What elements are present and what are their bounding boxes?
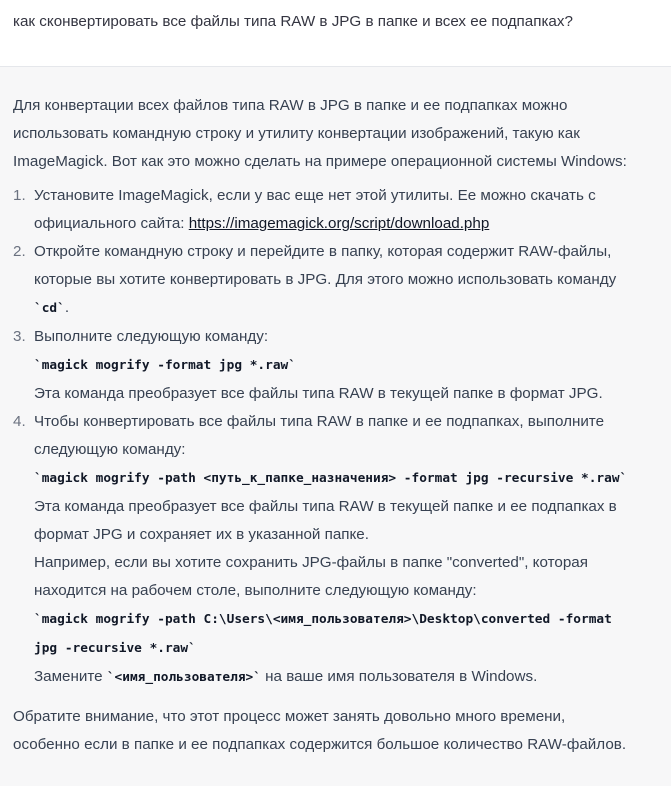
inline-code: `cd` xyxy=(34,301,65,316)
code-line xyxy=(34,351,659,380)
step-description: Эта команда преобразует все файлы типа RAW в текущей папке и ее подпапках в xyxy=(34,498,617,515)
answer-intro xyxy=(13,92,659,176)
step-text: которые вы хотите конвертировать в JPG. Для этого можно использовать команду xyxy=(34,271,617,288)
download-link[interactable]: https://imagemagick.org/script/download.php xyxy=(188,215,490,232)
example-text: находится на рабочем столе, выполните следующую команду: xyxy=(34,582,477,599)
step-code-line xyxy=(34,294,659,323)
user-question-text: как сконвертировать все файлы типа RAW в JPG в папке и всех ее подпапках? xyxy=(13,13,573,30)
step-text: Установите ImageMagick, если у вас еще нет этой утилиты. Ее можно скачать с xyxy=(34,187,596,204)
inline-code: `magick mogrify -format jpg *.raw` xyxy=(34,358,296,373)
intro-line: ImageMagick. Вот как это можно сделать на примере операционной системы Windows: xyxy=(13,153,627,170)
step-body xyxy=(34,408,659,692)
outro-line: особенно если в папке и ее подпапках содержится большое количество RAW-файлов. xyxy=(13,736,627,753)
step-text: следующую команду: xyxy=(34,441,186,458)
step-item xyxy=(13,182,659,238)
step-text: официального сайта: xyxy=(34,215,189,232)
steps-list xyxy=(13,182,659,692)
step-text: на ваше имя пользователя в Windows. xyxy=(260,668,538,685)
example-text: Например, если вы хотите сохранить JPG-файлы в папке "converted", которая xyxy=(34,554,588,571)
assistant-message xyxy=(0,67,671,786)
step-body xyxy=(34,238,659,323)
step-number: 3. xyxy=(13,328,26,345)
answer-outro xyxy=(13,703,659,759)
step-body xyxy=(34,323,659,408)
step-text: Выполните следующую команду: xyxy=(34,328,269,345)
intro-line: Для конвертации всех файлов типа RAW в JPG в папке и ее подпапках можно xyxy=(13,97,568,114)
step-text-line xyxy=(34,210,659,238)
step-text: Замените xyxy=(34,668,107,685)
step-text: . xyxy=(64,299,70,316)
inline-code: `magick mogrify -path <путь_к_папке_назначения> -format jpg -recursive *.raw` xyxy=(34,471,628,486)
inline-code: `<имя_пользователя>` xyxy=(106,670,261,685)
code-line xyxy=(34,605,659,634)
step-number: 4. xyxy=(13,413,26,430)
step-text: Откройте командную строку и перейдите в папку, которая содержит RAW-файлы, xyxy=(34,243,612,260)
step-text: Чтобы конвертировать все файлы типа RAW в папке и ее подпапках, выполните xyxy=(34,413,605,430)
user-message xyxy=(0,0,671,67)
step-description: Эта команда преобразует все файлы типа RAW в текущей папке в формат JPG. xyxy=(34,385,603,402)
outro-line: Обратите внимание, что этот процесс может занять довольно много времени, xyxy=(13,708,566,725)
replace-note xyxy=(34,663,659,692)
inline-code: `magick mogrify -path C:\Users\<имя_пользователя>\Desktop\converted -format xyxy=(34,612,612,627)
step-body xyxy=(34,182,659,238)
step-item xyxy=(13,323,659,408)
step-item xyxy=(13,408,659,692)
step-item xyxy=(13,238,659,323)
step-number: 2. xyxy=(13,243,26,260)
intro-line: использовать командную строку и утилиту конвертации изображений, такую как xyxy=(13,125,580,142)
step-number: 1. xyxy=(13,187,26,204)
step-description: формат JPG и сохраняет их в указанной папке. xyxy=(34,526,369,543)
code-line xyxy=(34,634,659,663)
inline-code: jpg -recursive *.raw` xyxy=(34,641,196,656)
code-line xyxy=(34,464,659,493)
